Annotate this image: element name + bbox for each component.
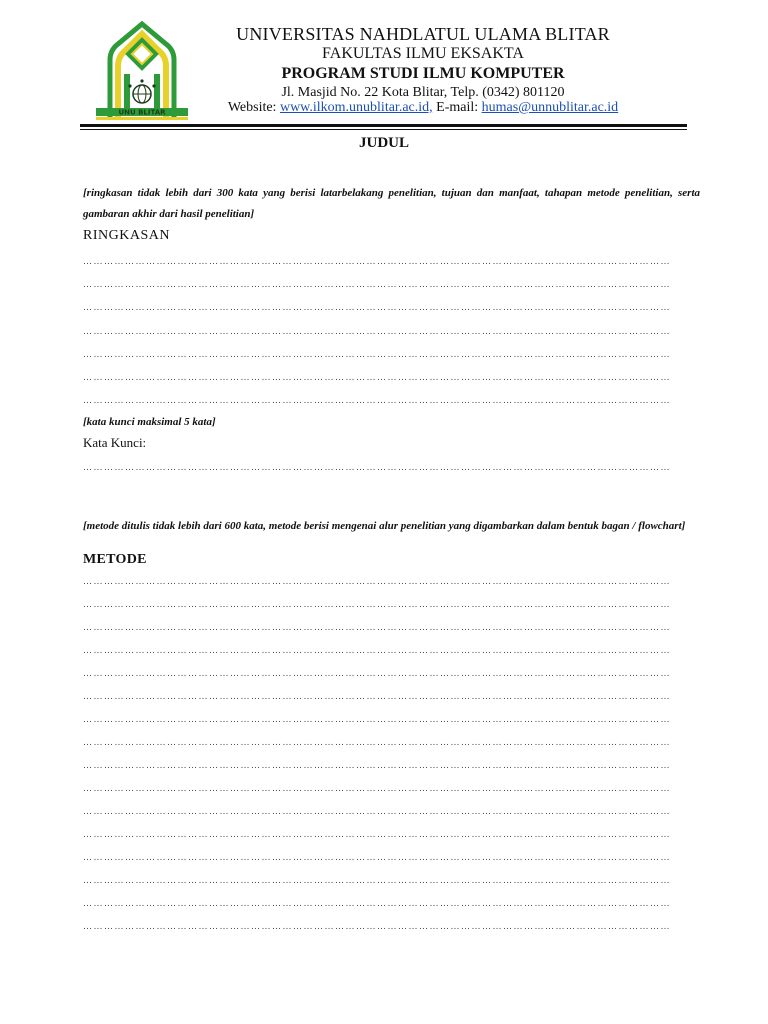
metode-dotted-line[interactable]: …………………………………………………………………………………………………………………………………………………… [83, 691, 671, 701]
metode-dotted-line[interactable]: …………………………………………………………………………………………………………………………………………………… [83, 875, 671, 885]
metode-dotted-line[interactable]: …………………………………………………………………………………………………………………………………………………… [83, 806, 671, 816]
university-name: UNIVERSITAS NAHDLATUL ULAMA BLITAR [236, 24, 610, 44]
ringkasan-dotted-line[interactable]: …………………………………………………………………………………………………………………………………………………… [83, 279, 671, 289]
website-label: Website: [227, 100, 280, 115]
ringkasan-dotted-line[interactable]: …………………………………………………………………………………………………………………………………………………… [83, 395, 671, 405]
document-title: JUDUL [358, 135, 409, 151]
ringkasan-dotted-line[interactable]: …………………………………………………………………………………………………………………………………………………… [83, 256, 671, 266]
university-logo [88, 20, 196, 124]
ringkasan-heading: RINGKASAN [83, 228, 170, 243]
metode-dotted-line[interactable]: …………………………………………………………………………………………………………………………………………………… [83, 829, 671, 839]
program-name: PROGRAM STUDI ILMU KOMPUTER [281, 65, 565, 82]
metode-dotted-line[interactable]: …………………………………………………………………………………………………………………………………………………… [83, 760, 671, 770]
metode-dotted-line[interactable]: …………………………………………………………………………………………………………………………………………………… [83, 898, 671, 908]
metode-dotted-line[interactable]: …………………………………………………………………………………………………………………………………………………… [83, 622, 671, 632]
email-link[interactable]: humas@unnublitar.ac.id [481, 100, 619, 115]
contact-line [200, 100, 646, 116]
metode-dotted-line[interactable]: …………………………………………………………………………………………………………………………………………………… [83, 599, 671, 609]
metode-dotted-line[interactable]: …………………………………………………………………………………………………………………………………………………… [83, 921, 671, 931]
metode-dotted-line[interactable]: …………………………………………………………………………………………………………………………………………………… [83, 714, 671, 724]
ringkasan-instruction: [ringkasan tidak lebih dari 300 kata yang berisi latarbelakang penelitian, tujuan dan manfaat, tahapan metode penelitian, serta gambaran akhir dari hasil penelitian] [83, 187, 700, 220]
email-label: E-mail: [432, 100, 482, 115]
letterhead-divider-thin [80, 129, 687, 130]
letterhead-divider-thick [80, 124, 687, 127]
kata-kunci-instruction: [kata kunci maksimal 5 kata] [83, 416, 216, 428]
kata-kunci-label: Kata Kunci: [83, 435, 147, 450]
kata-kunci-dotted-line[interactable]: …………………………………………………………………………………………………………………………………………………… [83, 462, 671, 472]
metode-dotted-line[interactable]: …………………………………………………………………………………………………………………………………………………… [83, 737, 671, 747]
metode-dotted-line[interactable]: …………………………………………………………………………………………………………………………………………………… [83, 645, 671, 655]
metode-dotted-line[interactable]: …………………………………………………………………………………………………………………………………………………… [83, 852, 671, 862]
metode-heading: METODE [83, 552, 147, 567]
metode-dotted-line[interactable]: …………………………………………………………………………………………………………………………………………………… [83, 783, 671, 793]
address-line: Jl. Masjid No. 22 Kota Blitar, Telp. (0342) 801120 [281, 85, 565, 100]
ringkasan-dotted-line[interactable]: …………………………………………………………………………………………………………………………………………………… [83, 349, 671, 359]
metode-instruction: [metode ditulis tidak lebih dari 600 kata, metode berisi mengenai alur penelitian yang digambarkan dalam bentuk bagan / flowchart] [83, 520, 686, 532]
ringkasan-dotted-line[interactable]: …………………………………………………………………………………………………………………………………………………… [83, 372, 671, 382]
ringkasan-dotted-line[interactable]: …………………………………………………………………………………………………………………………………………………… [83, 302, 671, 312]
svg-text:UNU BLITAR: UNU BLITAR [118, 108, 166, 117]
metode-dotted-line[interactable]: …………………………………………………………………………………………………………………………………………………… [83, 668, 671, 678]
metode-dotted-line[interactable]: …………………………………………………………………………………………………………………………………………………… [83, 576, 671, 586]
website-link[interactable]: www.ilkom.unublitar.ac.id, [279, 100, 433, 115]
faculty-name: FAKULTAS ILMU EKSAKTA [322, 45, 524, 62]
ringkasan-dotted-line[interactable]: …………………………………………………………………………………………………………………………………………………… [83, 326, 671, 336]
